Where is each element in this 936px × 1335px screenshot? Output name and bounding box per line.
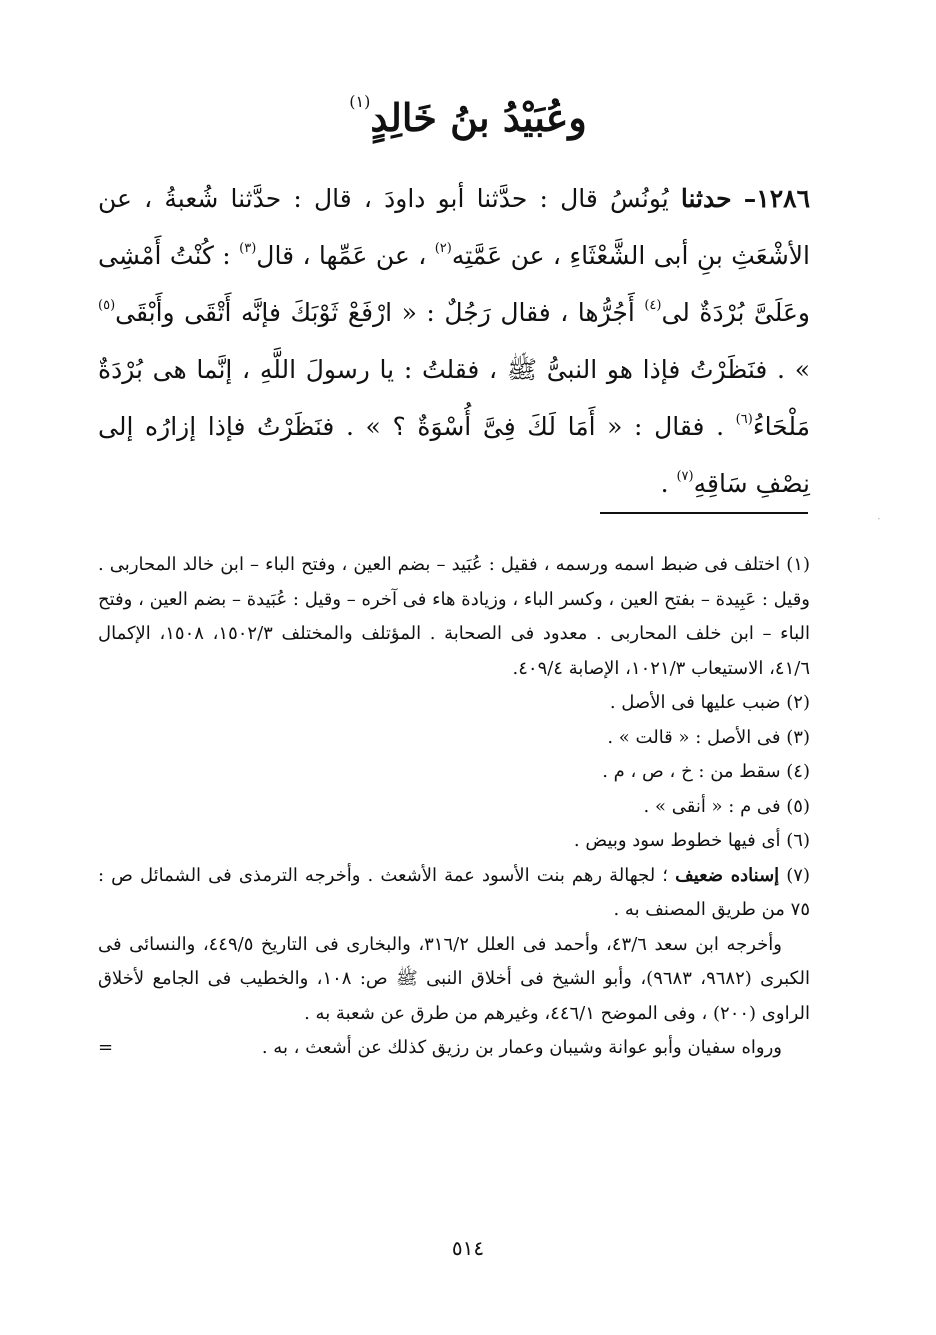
footnote-4: (٤) سقط من : خ ، ص ، م . [602, 761, 810, 782]
hadith-lead: حدثنا [680, 184, 732, 213]
footnote-5: (٥) فى م : « أنقى » . [643, 795, 810, 817]
footnote-ref: (٧) [676, 469, 694, 484]
hadith-segment: أَجُرُّها ، فقال رَجُلٌ : « ارْفَعْ ثَوْبَكَ فإنَّه أَتْقَى وأَبْقَى [115, 298, 635, 327]
footnote-7-grading: إسناده ضعيف [675, 864, 780, 886]
footnote-6: (٦) أى فيها خطوط سود وبيض . [573, 830, 810, 851]
footnote-ref: (٤) [644, 298, 662, 313]
footnote-divider [600, 512, 808, 514]
footnote-7 [98, 859, 810, 928]
hadith-number: ١٢٨٦– [743, 184, 810, 213]
footnote-ref: (٣) [239, 241, 257, 256]
footnote-7-paragraph-2: وأخرجه ابن سعد ٤٣/٦، وأحمد فى العلل ٣١٦/٢، والبخارى فى التاريخ ٤٤٩/٥، والنسائى فى الكبرى (٩٦٨٢، ٩٦٨٣)، وأبو الشيخ فى أخلاق النبى ﷺ ص: ١٠٨، والخطيب فى الجامع لأخلاق الراوى (٢٠٠) ، وفى الموضح ٤٤٦/١، وغيرهم من طرق عن شعبة به . [98, 933, 811, 1024]
footnote-ref: (٥) [98, 298, 116, 313]
hadith-segment: . فقال : « أَمَا لَكَ فِىَّ أُسْوَةٌ ؟ » . فنَظَرْتُ فإذا إزارُه إلى نِصْفِ سَاقِهِ [98, 412, 810, 498]
hadith-segment: » . فنَظَرْتُ فإذا هو النبىُّ ﷺ ، فقلتُ : يا رسولَ اللَّهِ ، إنَّما هى بُرْدَةٌ مَلْحَاءُ [98, 355, 810, 441]
hadith-segment: : كُنْتُ أَمْشِى وعَلَىَّ بُرْدَةٌ لى [98, 241, 811, 327]
heading-footnote-ref: (١) [349, 92, 371, 111]
heading-text: وعُبَيْدُ بنُ خَالِدٍ [370, 95, 587, 140]
footnotes [98, 548, 810, 1066]
footnote-ref: (٢) [434, 241, 452, 256]
footnote-1: (١) اختلف فى ضبط اسمه ورسمه ، فقيل : عُبَيد – بضم العين ، وفتح الباء – ابن خالد المحاربى . وقيل : عَبِيدة – بفتح العين ، وكسر الباء ، وزيادة هاء فى آخره – وقيل : عُبَيدة – بضم العين ، وفتح الباء – ابن خلف المحاربى . معدود فى الصحابة . المؤتلف والمختلف ١٥٠٢/٣، ١٥٠٨، الإكمال ٤١/٦، الاستيعاب ١٠٢١/٣، الإصابة ٤٠٩/٤. [98, 554, 810, 679]
footnote-7-number: (٧) [786, 864, 810, 886]
footnote-7-paragraph-3 [98, 1031, 810, 1066]
scan-mark: · [877, 512, 881, 526]
hadith-text [98, 170, 810, 512]
hadith-segment: يُونُسُ قال : حدَّثنا أبو داودَ ، قال : حدَّثنا شُعبةُ ، عن الأشْعَثِ بنِ أبى الشَّعْثَاءِ ، عن عَمَّتِه [98, 184, 810, 270]
page-number: ٥١٤ [451, 1236, 485, 1260]
hadith-segment: ، عن عَمِّها ، قال [256, 241, 427, 270]
footnote-7-p3-text: ورواه سفيان وأبو عوانة وشيبان وعمار بن رزيق كذلك عن أشعث ، به . [261, 1037, 782, 1058]
hadith-segment: . [660, 469, 669, 498]
footnote-3: (٣) فى الأصل : « قالت » . [607, 726, 810, 748]
footnote-7-text: ؛ لجهالة رهم بنت الأسود عمة الأشعث . وأخرجه الترمذى فى الشمائل ص : ٧٥ من طريق المصنف به . [98, 864, 810, 920]
footnote-2: (٢) ضبب عليها فى الأصل . [609, 692, 810, 713]
section-heading [0, 72, 936, 148]
continued-mark: = [98, 1037, 114, 1058]
footnote-ref: (٦) [735, 412, 753, 427]
